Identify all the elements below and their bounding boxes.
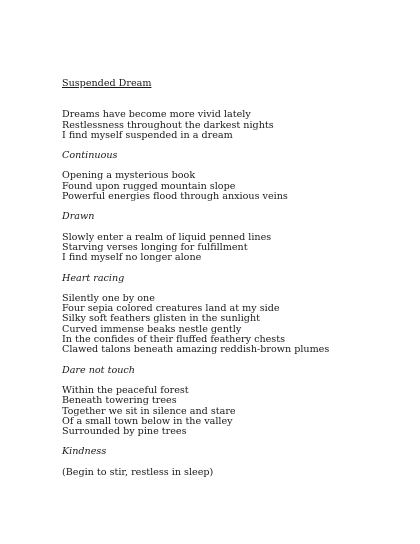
poem-line: (Begin to stir, restless in sleep): [62, 466, 214, 478]
poem-line: Within the peaceful forest: [62, 384, 189, 396]
poem-body: [62, 79, 402, 478]
poem-line: Curved immense beaks nestle gently: [62, 323, 242, 335]
section-heading: Drawn: [62, 211, 95, 223]
poem-line: Clawed talons beneath amazing reddish-brown plumes: [62, 344, 330, 356]
poem-line: I find myself suspended in a dream: [62, 129, 233, 141]
poem-line: Opening a mysterious book: [62, 170, 196, 182]
stanza: [62, 110, 402, 141]
poem-line: Silently one by one: [62, 292, 155, 304]
section-heading: Continuous: [62, 150, 118, 162]
poem-line: Four sepia colored creatures land at my side: [62, 303, 280, 315]
poem-line: Of a small town below in the valley: [62, 415, 233, 427]
poem-line: I find myself no longer alone: [62, 252, 202, 264]
section-heading: Dare not touch: [62, 364, 135, 376]
section-heading: Heart racing: [62, 272, 125, 284]
poem-line: Slowly enter a realm of liquid penned lines: [62, 231, 272, 243]
poem-line: Powerful energies flood through anxious veins: [62, 191, 288, 203]
poem-line: Beneath towering trees: [62, 395, 177, 407]
poem-line: In the confides of their fluffed feathery chests: [62, 334, 285, 346]
poem-line: Starving verses longing for fulfillment: [62, 241, 248, 253]
poem-line: Surrounded by pine trees: [62, 426, 187, 438]
section-heading: Kindness: [62, 446, 107, 458]
poem-line: Silky soft feathers glisten in the sunlight: [62, 313, 260, 325]
poem-title: Suspended Dream: [62, 78, 152, 89]
stanza: [62, 294, 402, 356]
poem-line: Restlessness throughout the darkest nights: [62, 119, 274, 131]
poem-line: Together we sit in silence and stare: [62, 405, 236, 417]
stanza: [62, 171, 402, 202]
stanza: [62, 233, 402, 264]
stanza: [62, 468, 402, 478]
poem-line: Dreams have become more vivid lately: [62, 109, 251, 121]
poem-line: Found upon rugged mountain slope: [62, 180, 236, 192]
stanza: [62, 386, 402, 437]
